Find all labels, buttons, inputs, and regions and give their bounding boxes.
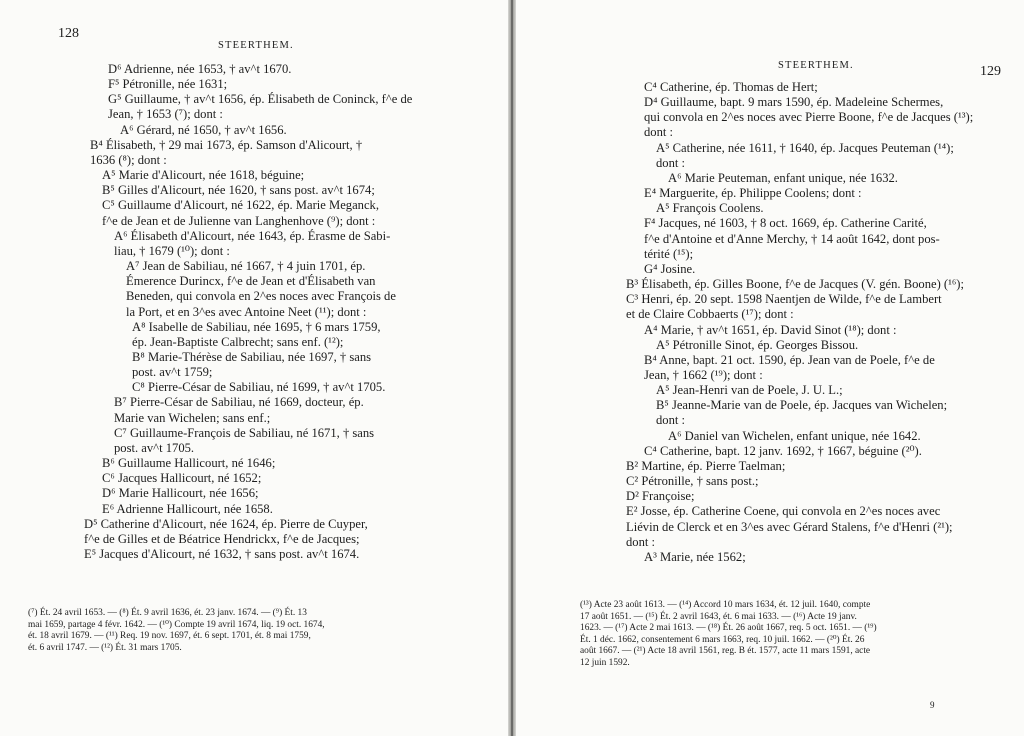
text-line: D⁵ Catherine d'Alicourt, née 1624, ép. Pierre de Cuyper, [84,516,368,531]
text-line: dont : [656,155,686,170]
text-line: E⁵ Jacques d'Alicourt, né 1632, † sans post. av^t 1674. [84,547,360,561]
running-head: STEERTHEM. [778,60,854,71]
text-line: Jean, † 1662 (¹⁹); dont : [644,367,763,382]
text-line: A⁵ Pétronille Sinot, ép. Georges Bissou. [656,337,859,352]
body-text [0,62,500,562]
text-line: A⁶ Daniel van Wichelen, enfant unique, née 1642. [668,428,921,443]
text-line: dont : [644,125,674,140]
text-line: A⁸ Isabelle de Sabiliau, née 1695, † 6 mars 1759, [132,319,381,334]
text-line: et de Claire Cobbaerts (¹⁷); dont : [626,307,794,322]
text-line: Jean, † 1653 (⁷); dont : [108,107,223,122]
text-line: A⁵ François Coolens. [656,201,764,216]
text-line: A⁶ Marie Peuteman, enfant unique, née 1632. [668,170,898,185]
text-line: G⁴ Josine. [644,261,696,276]
text-line: C³ Henri, ép. 20 sept. 1598 Naentjen de Wilde, f^e de Lambert [626,292,942,307]
text-line: dont : [626,534,656,549]
text-line: B⁵ Jeanne-Marie van de Poele, ép. Jacques van Wichelen; [656,398,948,413]
text-line: A³ Marie, née 1562; [644,549,746,564]
text-line: f^e de Jean et de Julienne van Langhenhove (⁹); dont : [102,213,376,228]
text-line: A⁶ Gérard, né 1650, † av^t 1656. [120,122,287,137]
footnote-line: (¹³) Acte 23 août 1613. — (¹⁴) Accord 10 mars 1634, ét. 12 juil. 1640, compte [580,600,871,610]
text-line: A⁵ Catherine, née 1611, † 1640, ép. Jacques Peuteman (¹⁴); [656,140,954,155]
text-line: B² Martine, ép. Pierre Taelman; [626,458,786,473]
text-line: B³ Élisabeth, ép. Gilles Boone, f^e de Jacques (V. gén. Boone) (¹⁶); [626,277,964,292]
text-line: Émerence Durincx, f^e de Jean et d'Élisabeth van [126,274,376,289]
text-line: B⁷ Pierre-César de Sabiliau, né 1669, docteur, ép. [114,395,364,410]
footnote-line: 12 juin 1592. [580,657,630,668]
footnote-line: 1623. — (¹⁷) Acte 2 mai 1613. — (¹⁸) Ét. 26 août 1667, req. 5 oct. 1651. — (¹⁹) [580,623,877,634]
footnotes [28,608,498,654]
text-line: B⁵ Gilles d'Alicourt, née 1620, † sans post. av^t 1674; [102,183,375,198]
text-line: A⁵ Marie d'Alicourt, née 1618, béguine; [102,168,305,183]
text-line: qui convola en 2^es noces avec Pierre Boone, f^e de Jacques (¹³); [644,110,974,125]
text-line: f^e de Gilles et de Béatrice Hendrickx, f^e de Jacques; [84,531,360,546]
text-line: B⁸ Marie-Thérèse de Sabiliau, née 1697, † sans [132,349,372,364]
footnotes [580,600,1010,670]
text-line: B⁶ Guillaume Hallicourt, né 1646; [102,456,276,471]
text-line: D⁶ Adrienne, née 1653, † av^t 1670. [108,62,292,76]
text-line: post. av^t 1759; [132,365,213,380]
text-line: B⁴ Anne, bapt. 21 oct. 1590, ép. Jean van de Poele, f^e de [644,352,935,367]
body-text [516,80,1016,565]
text-line: térité (¹⁵); [644,246,694,261]
text-line: Marie van Wichelen; sans enf.; [114,410,271,425]
left-page [0,0,508,736]
text-line: C⁸ Pierre-César de Sabiliau, né 1699, † av^t 1705. [132,380,386,395]
footnote-line: (⁷) Ét. 24 avril 1653. — (⁸) Ét. 9 avril 1636, ét. 23 janv. 1674. — (⁹) Ét. 13 [28,608,307,618]
text-line: A⁶ Élisabeth d'Alicourt, née 1643, ép. Érasme de Sabi- [114,228,391,243]
right-page [516,0,1024,736]
text-line: ép. Jean-Baptiste Calbrecht; sans enf. (¹²); [132,334,344,349]
footnote-line: Ét. 1 déc. 1662, consentement 6 mars 1663, req. 10 juil. 1662. — (²⁰) Ét. 26 [580,634,865,645]
text-line: D² Françoise; [626,489,695,504]
text-line: D⁶ Marie Hallicourt, née 1656; [102,486,259,501]
text-line: A⁴ Marie, † av^t 1651, ép. David Sinot (¹⁸); dont : [644,322,897,337]
text-line: E⁴ Marguerite, ép. Philippe Coolens; dont : [644,186,862,201]
text-line: D⁴ Guillaume, bapt. 9 mars 1590, ép. Madeleine Schermes, [644,95,944,110]
text-line: A⁵ Jean-Henri van de Poele, J. U. L.; [656,383,843,398]
text-line: B⁴ Élisabeth, † 29 mai 1673, ép. Samson d'Alicourt, † [90,137,363,152]
text-line: E⁶ Adrienne Hallicourt, née 1658. [102,501,273,516]
page-number: 129 [980,64,1001,79]
footnote-line: 17 août 1651. — (¹⁵) Ét. 2 avril 1643, ét. 6 mai 1633. — (¹⁶) Acte 19 janv. [580,611,857,622]
text-line: C⁴ Catherine, ép. Thomas de Hert; [644,80,818,94]
text-line: C⁶ Jacques Hallicourt, né 1652; [102,471,262,486]
text-line: C⁷ Guillaume-François de Sabiliau, né 1671, † sans [114,425,375,440]
text-line: la Port, et en 3^es avec Antoine Neet (¹¹); dont : [126,304,367,319]
running-head: STEERTHEM. [218,40,294,51]
footnote-line: ét. 6 avril 1747. — (¹²) Ét. 31 mars 1705. [28,642,182,653]
text-line: dont : [656,413,686,428]
text-line: Beneden, qui convola en 2^es noces avec François de [126,289,396,304]
text-line: F⁵ Pétronille, née 1631; [108,77,228,92]
text-line: F⁴ Jacques, né 1603, † 8 oct. 1669, ép. Catherine Carité, [644,216,927,231]
book-gutter [508,0,516,736]
text-line: C⁵ Guillaume d'Alicourt, né 1622, ép. Marie Meganck, [102,198,380,213]
text-line: post. av^t 1705. [114,440,195,455]
text-line: G⁵ Guillaume, † av^t 1656, ép. Élisabeth de Coninck, f^e de [108,92,413,107]
text-line: C² Pétronille, † sans post.; [626,474,759,489]
text-line: C⁴ Catherine, bapt. 12 janv. 1692, † 1667, béguine (²⁰). [644,443,922,458]
text-line: 1636 (⁸); dont : [90,152,167,167]
text-line: E² Josse, ép. Catherine Coene, qui convola en 2^es noces avec [626,504,941,519]
text-line: A⁷ Jean de Sabiliau, né 1667, † 4 juin 1701, ép. [126,259,366,274]
footnote-line: mai 1659, partage 4 févr. 1642. — (¹⁰) Compte 19 avril 1674, liq. 19 oct. 1674, [28,619,325,630]
text-line: Liévin de Clerck et en 3^es avec Gérard Stalens, f^e d'Henri (²¹); [626,519,953,534]
text-line: f^e d'Antoine et d'Anne Merchy, † 14 août 1642, dont pos- [644,231,940,246]
page-number: 128 [58,26,79,41]
signature-mark: 9 [930,700,935,710]
footnote-line: ét. 18 avril 1679. — (¹¹) Req. 19 nov. 1697, ét. 6 sept. 1701, ét. 8 mai 1759, [28,631,311,642]
footnote-line: août 1667. — (²¹) Acte 18 avril 1561, reg. B ét. 1577, acte 11 mars 1591, acte [580,646,871,657]
text-line: liau, † 1679 (¹⁰); dont : [114,243,230,258]
